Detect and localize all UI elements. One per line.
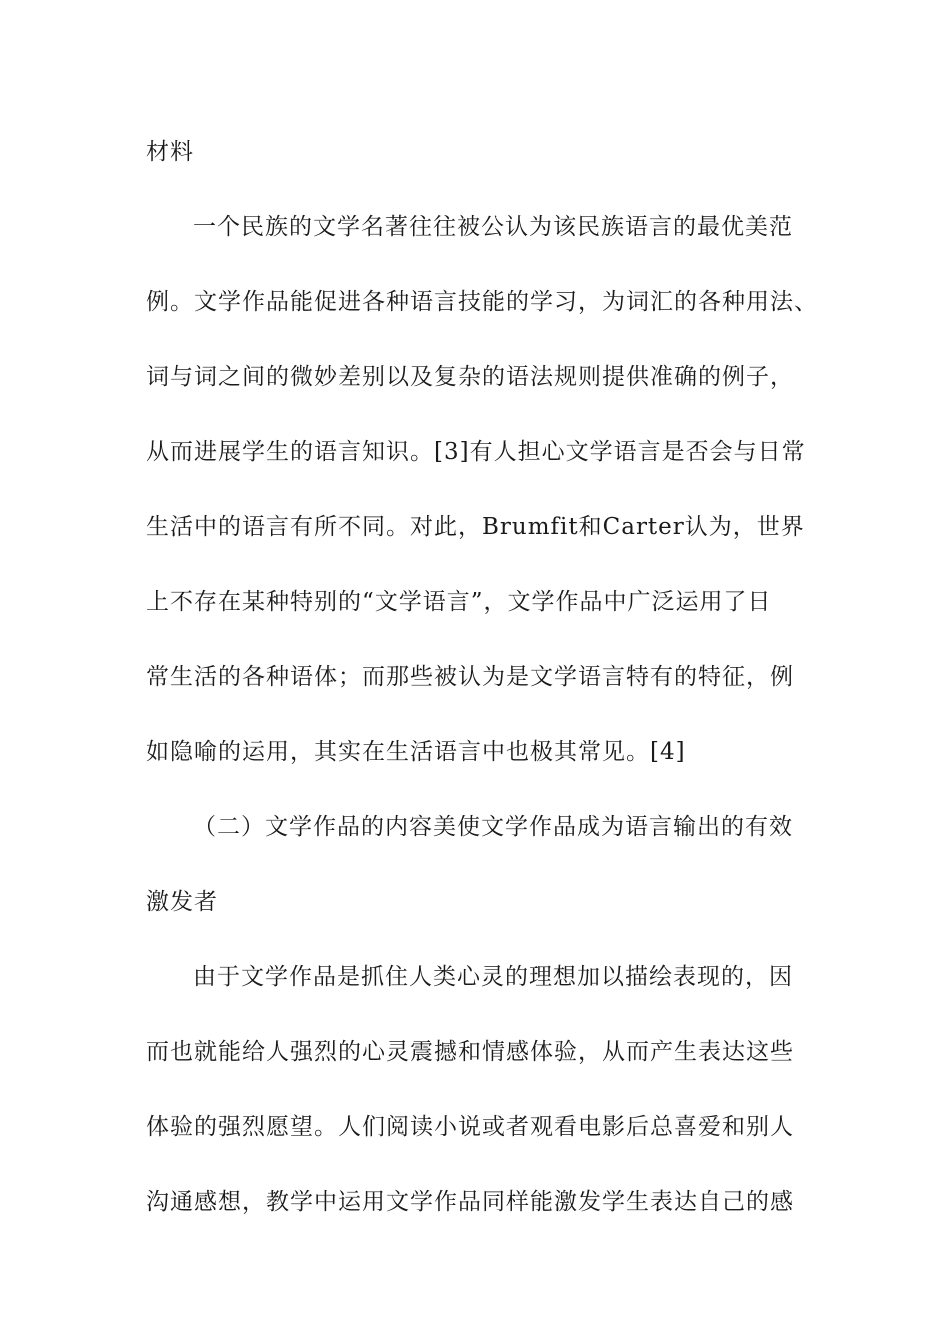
text-line: 词与词之间的微妙差别以及复杂的语法规则提供准确的例子，: [146, 364, 794, 390]
paragraph-start-line: 由于文学作品是抓住人类心灵的理想加以描绘表现的，因: [193, 964, 793, 990]
text-line: 生活中的语言有所不同。对此，Brumfit和Carter认为，世界: [146, 514, 805, 540]
text-line: 常生活的各种语体；而那些被认为是文学语言特有的特征，例: [146, 664, 794, 690]
text-line: 沟通感想，教学中运用文学作品同样能激发学生表达自己的感: [146, 1189, 794, 1215]
text-line: 材料: [146, 139, 194, 165]
section-heading-line: （二）文学作品的内容美使文学作品成为语言输出的有效: [193, 814, 793, 840]
text-line: 从而进展学生的语言知识。[3]有人担心文学语言是否会与日常: [146, 439, 806, 465]
text-line: 例。文学作品能促进各种语言技能的学习，为词汇的各种用法、: [146, 289, 818, 315]
section-heading-line: 激发者: [146, 889, 218, 915]
text-line: 体验的强烈愿望。人们阅读小说或者观看电影后总喜爱和别人: [146, 1114, 794, 1140]
paragraph-start-line: 一个民族的文学名著往往被公认为该民族语言的最优美范: [193, 214, 793, 240]
text-line: 如隐喻的运用，其实在生活语言中也极其常见。[4]: [146, 739, 686, 765]
text-line: 而也就能给人强烈的心灵震撼和情感体验，从而产生表达这些: [146, 1039, 794, 1065]
text-line: 上不存在某种特别的“文学语言”，文学作品中广泛运用了日: [146, 589, 772, 615]
